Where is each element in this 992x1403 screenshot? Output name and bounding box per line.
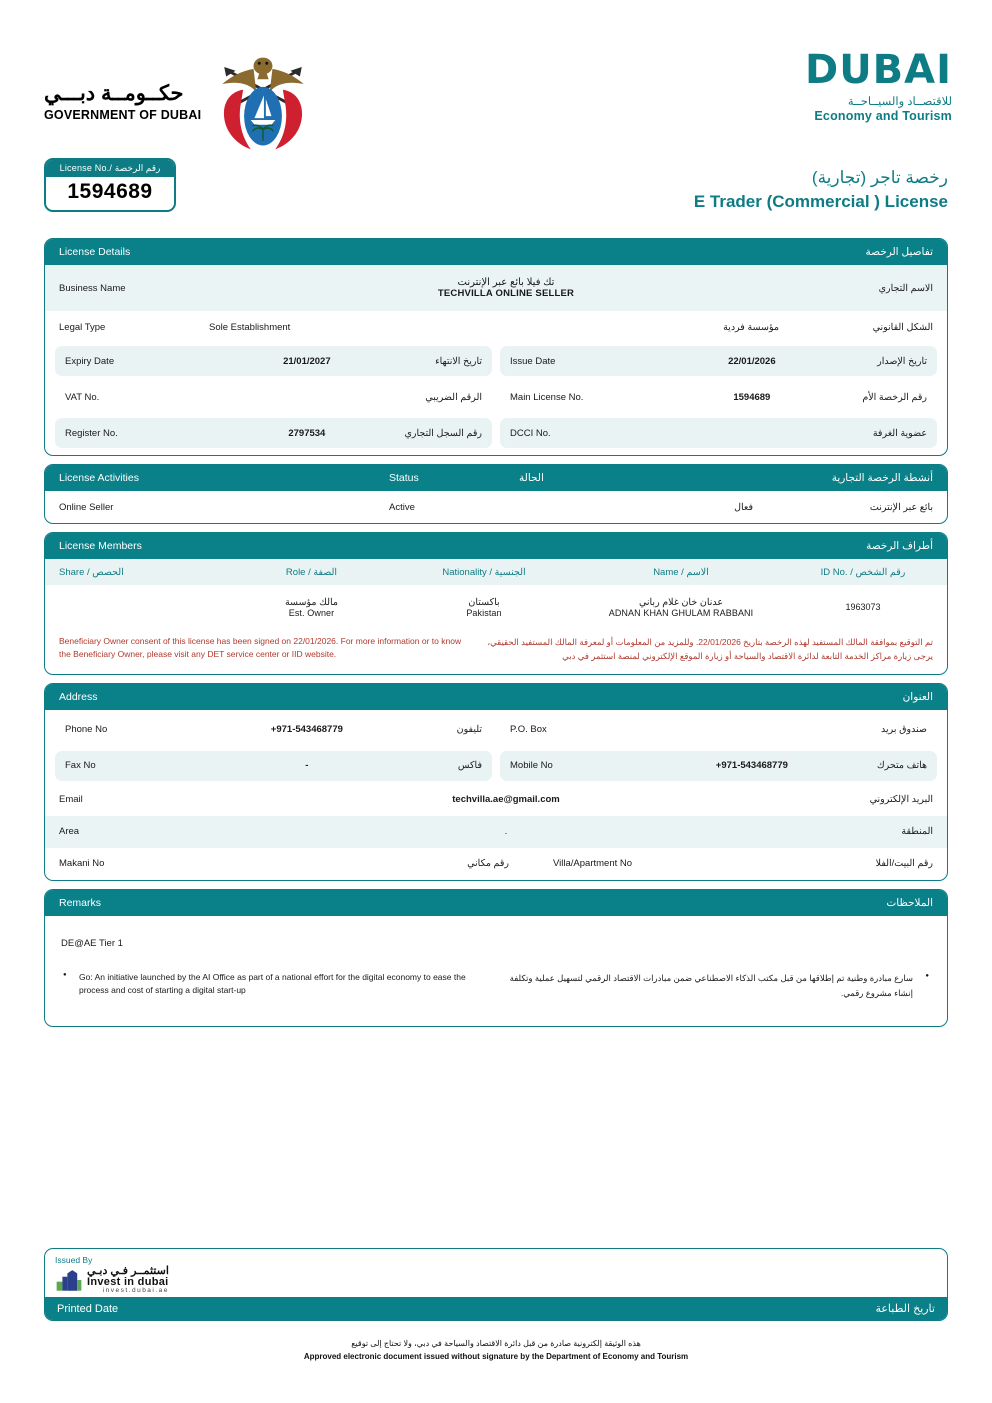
license-number-badge xyxy=(44,158,176,212)
invest-in-dubai-buildings-icon xyxy=(55,1268,83,1292)
legal-type-row xyxy=(45,311,947,343)
government-of-dubai-logo xyxy=(44,50,315,154)
det-logo-arabic: للاقتصــاد والسيــاحــة xyxy=(847,96,952,108)
villa-apartment-no-label-en: Villa/Apartment No xyxy=(553,858,633,870)
license-details-header xyxy=(45,239,947,265)
table-row xyxy=(45,585,947,629)
license-activities-card xyxy=(44,464,948,524)
license-members-card xyxy=(44,532,948,675)
member-nationality xyxy=(399,597,569,618)
gov-logo-arabic: حكــومــة دبـــي xyxy=(44,82,184,106)
register-no-value: 2797534 xyxy=(288,427,326,439)
member-role-ar: مالك مؤسسة xyxy=(284,596,339,608)
area-value: . xyxy=(504,826,508,838)
business-name-value xyxy=(209,277,803,299)
remarks-header-en: Remarks xyxy=(59,896,102,909)
expiry-date-label-ar: تاريخ الانتهاء xyxy=(435,355,482,367)
page-title-arabic: رخصة تاجر (تجارية) xyxy=(811,168,948,187)
column-header-name: Name / الاسم xyxy=(653,566,709,578)
mobile-no-label-ar: هاتف متحرك xyxy=(876,760,927,772)
activity-name-ar: بائع عبر الإنترنت xyxy=(869,501,933,513)
phone-no-label-en: Phone No xyxy=(65,724,108,736)
register-dcci-row xyxy=(45,415,947,455)
email-value: techvilla.ae@gmail.com xyxy=(452,794,560,806)
activity-name-en: Online Seller xyxy=(59,501,114,513)
makani-no-label-ar: رقم مكاني xyxy=(467,858,509,870)
disclaimer-english: Approved electronic document issued without signature by the Department of Economy and Tourism xyxy=(303,1351,689,1361)
member-id-no: 1963073 xyxy=(845,602,881,612)
vat-mainlicense-row xyxy=(45,379,947,415)
printed-date-label-en: Printed Date xyxy=(57,1302,119,1315)
issue-date-value: 22/01/2026 xyxy=(728,355,776,367)
mobile-no-cell xyxy=(500,751,937,781)
column-header-share: Share / الحصص xyxy=(59,566,124,578)
po-box-label-ar: صندوق بريد xyxy=(880,724,927,736)
address-header-ar: العنوان xyxy=(902,690,933,703)
vat-no-label-ar: الرقم الضريبي xyxy=(425,391,482,403)
license-number-label: License No./ رقم الرخصة xyxy=(46,160,174,177)
phone-pobox-row xyxy=(45,710,947,748)
det-wordmark: DUBAI xyxy=(804,47,952,93)
license-members-header-en: License Members xyxy=(59,540,142,552)
issued-by-section xyxy=(45,1249,947,1297)
dcci-no-cell xyxy=(500,418,937,448)
main-license-no-cell xyxy=(500,382,937,412)
mobile-no-value: +971-543468779 xyxy=(715,760,788,772)
activities-status-header-en: Status xyxy=(389,472,419,484)
beneficiary-owner-note-ar: تم التوقيع بموافقة المالك المستفيد لهذه الرخصة بتاريخ 22/01/2026. وللمزيد من المعلومات أو لمعرفة المالك المستفيد الحقيقي، يرجى زيارة مراكز الخدمة التابعة لدائرة الاقتصاد والسياحة أو زيارة الموقع الإلكتروني لمنصة استثمر في دبي xyxy=(487,637,933,662)
po-box-label-en: P.O. Box xyxy=(510,724,547,736)
area-label-en: Area xyxy=(59,826,80,838)
license-details-card xyxy=(44,238,948,456)
business-name-label-ar: الاسم التجاري xyxy=(878,282,933,294)
register-no-label-ar: رقم السجل التجاري xyxy=(404,427,482,439)
remarks-card xyxy=(44,889,948,1027)
remarks-bullet-en: ● Go: An initiative launched by the AI Office as part of a national effort for the digital economy to ease the process and cost of starting a digital start-up xyxy=(61,971,496,997)
activity-status-ar: فعال xyxy=(734,501,753,513)
license-activities-header-en: License Activities xyxy=(59,472,139,484)
member-name-ar: عدنان خان غلام رباني xyxy=(638,596,724,608)
license-members-header-ar: أطراف الرخصة xyxy=(866,540,933,552)
remarks-bullet-ar: ● سارع مبادرة وطنية تم إطلاقها من قبل مكتب الذكاء الاصطناعي ضمن مبادرات الاقتصاد الرقمي لتسهيل عملية وتكلفة إنشاء مشروع رقمي. xyxy=(496,971,931,1002)
business-name-row xyxy=(45,265,947,311)
business-name-label-en: Business Name xyxy=(59,282,126,294)
invest-in-dubai-logo xyxy=(55,1266,937,1295)
dubai-government-emblem-icon xyxy=(211,50,315,154)
area-row xyxy=(45,816,947,848)
activity-status-en: Active xyxy=(389,501,415,513)
page-title xyxy=(694,158,948,212)
makani-villa-row xyxy=(45,848,947,880)
title-row xyxy=(0,150,992,212)
remarks-tier: DE@AE Tier 1 xyxy=(61,937,123,949)
members-column-header xyxy=(45,559,947,585)
issue-date-label-en: Issue Date xyxy=(510,355,556,367)
villa-apartment-no-label-ar: رقم البيت/الفلا xyxy=(875,858,933,870)
business-name-value-en: TECHVILLA ONLINE SELLER xyxy=(437,288,575,299)
license-details-header-en: License Details xyxy=(59,246,131,258)
member-nationality-en: Pakistan xyxy=(466,607,502,618)
address-header-en: Address xyxy=(59,690,98,703)
fax-mobile-row xyxy=(45,748,947,784)
address-header xyxy=(45,684,947,710)
column-header-role: Role / الصفة xyxy=(285,566,338,578)
address-card xyxy=(44,683,948,881)
member-role xyxy=(224,597,399,618)
footer-card xyxy=(44,1248,948,1321)
remarks-body xyxy=(45,916,947,1026)
email-row xyxy=(45,784,947,816)
member-nationality-ar: باكستان xyxy=(468,596,500,608)
mobile-no-label-en: Mobile No xyxy=(510,760,553,772)
expiry-issue-row xyxy=(45,343,947,379)
license-details-header-ar: تفاصيل الرخصة xyxy=(865,246,933,258)
area-label-ar: المنطقة xyxy=(901,826,933,838)
gov-logo-english: GOVERNMENT OF DUBAI xyxy=(44,107,202,122)
column-header-nationality: Nationality / الجنسية xyxy=(442,566,526,578)
business-name-value-ar: تك فيلا بائع عبر الإنترنت xyxy=(457,277,555,288)
legal-type-value-en: Sole Establishment xyxy=(209,321,291,333)
remarks-header-ar: الملاحظات xyxy=(886,896,933,909)
register-no-cell xyxy=(55,418,492,448)
po-box-cell xyxy=(500,715,937,745)
dcci-no-label-en: DCCI No. xyxy=(510,427,551,439)
legal-type-label-en: Legal Type xyxy=(59,321,106,333)
remarks-bullets xyxy=(61,971,931,1002)
makani-no-label-en: Makani No xyxy=(59,858,105,870)
beneficiary-owner-note xyxy=(45,629,947,674)
activities-status-header-ar: الحالة xyxy=(519,472,544,484)
gov-logo-text xyxy=(44,82,201,121)
license-members-header xyxy=(45,533,947,559)
main-license-no-value: 1594689 xyxy=(733,391,771,403)
phone-no-cell xyxy=(55,715,492,745)
dcci-no-label-ar: عضوية الغرفة xyxy=(872,427,927,439)
phone-no-label-ar: تليفون xyxy=(456,724,482,736)
issued-by-label: Issued By xyxy=(55,1255,93,1265)
page-title-english: E Trader (Commercial ) License xyxy=(693,191,948,211)
phone-no-value: +971-543468779 xyxy=(270,724,343,736)
legal-type-label-ar: الشكل القانوني xyxy=(872,321,933,333)
legal-type-value-ar: مؤسسة فردية xyxy=(723,321,779,333)
email-label-en: Email xyxy=(59,794,83,806)
activity-row xyxy=(45,491,947,523)
invest-in-dubai-text xyxy=(87,1266,169,1295)
email-label-ar: البريد الإلكتروني xyxy=(869,794,933,806)
issue-date-label-ar: تاريخ الإصدار xyxy=(877,355,927,367)
expiry-date-label-en: Expiry Date xyxy=(65,355,115,367)
fax-no-label-en: Fax No xyxy=(65,760,96,772)
vat-no-label-en: VAT No. xyxy=(65,391,100,403)
main-license-no-label-ar: رقم الرخصة الأم xyxy=(862,391,927,403)
license-number-value: 1594689 xyxy=(67,180,153,203)
member-role-en: Est. Owner xyxy=(288,607,335,618)
expiry-date-value: 21/01/2027 xyxy=(283,355,331,367)
column-header-id-no: ID No. / رقم الشخص xyxy=(820,566,906,578)
member-name-en: ADNAN KHAN GHULAM RABBANI xyxy=(608,607,754,618)
disclaimer xyxy=(0,1338,992,1364)
invest-in-dubai-url: invest.dubai.ae xyxy=(102,1287,169,1294)
fax-no-value: - xyxy=(305,760,309,772)
remarks-header xyxy=(45,890,947,916)
page-header xyxy=(0,0,992,150)
issue-date-cell xyxy=(500,346,937,376)
det-logo-english: Economy and Tourism xyxy=(814,109,952,123)
member-name xyxy=(569,597,793,618)
vat-no-cell xyxy=(55,382,492,412)
license-activities-header xyxy=(45,465,947,491)
main-license-no-label-en: Main License No. xyxy=(510,391,584,403)
license-activities-header-ar: أنشطة الرخصة التجارية xyxy=(831,472,933,484)
beneficiary-owner-note-en: Beneficiary Owner consent of this license has been signed on 22/01/2026. For more information or to know the Beneficiary Owner, please visit any DET service center or IID website. xyxy=(59,636,462,659)
fax-no-cell xyxy=(55,751,492,781)
printed-date-label-ar: تاريخ الطباعة xyxy=(875,1303,935,1315)
dubai-economy-tourism-logo xyxy=(804,47,952,123)
disclaimer-arabic: هذه الوثيقة إلكترونية صادرة من قبل دائرة الاقتصاد والسياحة في دبي، ولا تحتاج إلى توقيع xyxy=(351,1339,641,1348)
invest-in-dubai-arabic: استثمــر فـي دبـي xyxy=(87,1265,169,1277)
expiry-date-cell xyxy=(55,346,492,376)
invest-in-dubai-english: Invest in dubai xyxy=(87,1276,169,1288)
printed-date-bar xyxy=(45,1297,947,1320)
fax-no-label-ar: فاكس xyxy=(457,760,482,772)
register-no-label-en: Register No. xyxy=(65,427,118,439)
